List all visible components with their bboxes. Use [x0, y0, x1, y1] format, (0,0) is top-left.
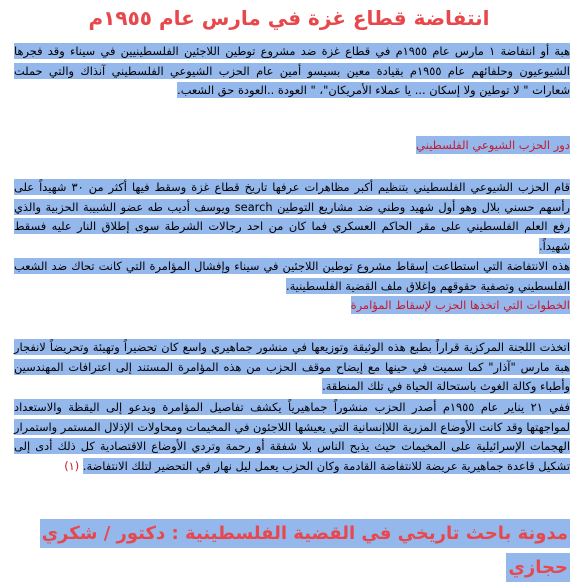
section-heading-party-role — [416, 136, 570, 154]
page-title: انتفاضة قطاع غزة في مارس عام ١٩٥٥م — [88, 6, 490, 30]
party-role-text-a: قام الحزب الشيوعي الفلسطيني بتنظيم أكبر مظاهرات عرفها تاريخ قطاع غزة وسقط فيها أكثر من ٣٠ شهيداً على رأسهم حسني بلال وهو أول شهيد وطني ضد مشاريع التوطين — [14, 180, 571, 214]
uprising-result-text: هذه الانتفاضة التي استطاعت إسقاط مشروع توطين اللاجئين في سيناء وإفشال المؤامرة التي كانت تحاك ضد الشعب الفلسطيني وتصفية حقوقهم وإغلاق ملف القضية الفلسطينية. — [14, 259, 570, 293]
footnote-marker: (١) — [64, 458, 80, 473]
january-pamphlet-text: ففي ٢١ يناير عام ١٩٥٥م أصدر الحزب منشوراً جماهيرياً يكشف تفاصيل المؤامرة ويدعو إلى اليقظة والاستعداد لمواجهتها وقد كانت الأوضاع المزرية اللاإنسانية التي يعيشها اللاجئون في المخيمات ومحاولات الإذلال المستمر واستمرار الهجمات الإسرائيلية على المخيمات حيث يذبح الناس بلا شفقة أو رحمة وتردي الأوضاع الاقتصادية كل ذلك أدى إلى تشكيل قاعدة جماهيرية عريضة للانتفاضة القادمة وكان الحزب يعمل ليل نهار في التحضير لتلك الانتفاضة. — [14, 400, 571, 473]
central-committee-text: اتخذت اللجنة المركزية قراراً بطبع هذه الوثيقة وتوزيعها في منشور جماهيري واسع كان تحضيراً وتهيئة وتحريضاً لانفجار هبة مارس "آذار" كما سميت في حينها مع إيضاح موقف الحزب من هذه المؤامرة المستند إلى اعترافات المهندسين وأطباء وكالة الغوث باستحالة الحياة في تلك المنطقة. — [14, 340, 570, 393]
search-word: search — [234, 199, 273, 214]
section-heading-steps-text: الخطوات التي اتخذها الحزب لإسقاط المؤامرة — [350, 298, 570, 312]
party-role-paragraph — [14, 178, 570, 256]
january-pamphlet-paragraph — [14, 398, 570, 476]
central-committee-paragraph — [14, 338, 570, 397]
section-heading-steps — [351, 296, 570, 314]
uprising-result-paragraph — [14, 257, 570, 296]
section-heading-text: دور الحزب الشيوعي الفلسطيني — [416, 138, 570, 152]
intro-text: هبة أو انتفاضة ١ مارس عام ١٩٥٥م في قطاع غزة ضد مشروع توطين اللاجئين الفلسطينيين في سيناء وقد فجرها الشيوعيون وحلفائهم عام ١٩٥٥م بقيادة معين بسيسو أمين عام الحزب الشيوعي الفلسطيني آنذاك والتي حملت شعارات " لا توطين ولا إسكان ... يا عملاء الأمريكان"، " العودة ..العودة حق الشعب. — [14, 44, 570, 97]
party-role-text-b: ويوسف أديب طه عضو الشبيبة الحزبية والذي رفع العلم الفلسطيني على مقر الحاكم العسكري فما كان من احد رجالات الشرطة سوى إطلاق النار عليه فسقط شهيداً. — [14, 199, 570, 253]
blog-signature-text: مدونة باحث تاريخي في القضية الفلسطينية : دكتور / شكري حجازي — [40, 519, 570, 582]
intro-paragraph — [14, 42, 570, 101]
blog-signature — [10, 517, 570, 585]
